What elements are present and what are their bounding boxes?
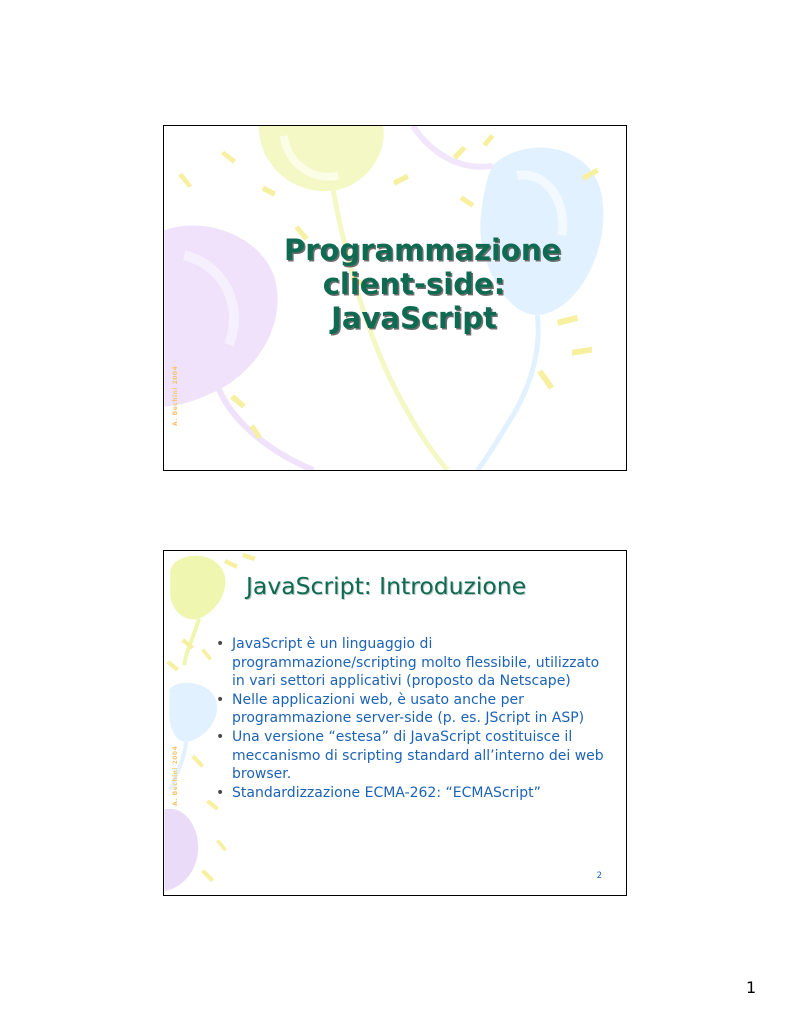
list-item: [216, 691, 616, 728]
slide-1: [163, 125, 627, 471]
author-watermark: A. Bechini 2004: [172, 745, 179, 806]
list-item: [216, 635, 616, 691]
slide-title: JavaScript: Introduzione: [246, 572, 527, 600]
title-line: Programmazione: [284, 233, 562, 267]
bullet-text: Standardizzazione ECMA-262: “ECMAScript”: [232, 784, 541, 801]
bullet-text: Nelle applicazioni web, è usato anche per programmazione server-side (p. es. JScript in ASP): [232, 691, 585, 727]
bullet-icon: •: [216, 636, 225, 652]
list-item: [216, 784, 616, 803]
slide-2: [163, 550, 627, 896]
bullet-text: Una versione “estesa” di JavaScript costituisce il meccanismo di scripting standard all’interno dei web browser.: [232, 728, 604, 783]
list-item: [216, 728, 616, 784]
slide-title: [284, 233, 562, 335]
title-line: JavaScript: [331, 301, 497, 335]
bullet-icon: •: [216, 728, 225, 745]
slide-number: 2: [596, 871, 602, 881]
bullet-text: JavaScript è un linguaggio di programmazione/scripting molto flessibile, utilizzato in vari settori applicativi (proposto da Netscape): [232, 636, 600, 690]
bullet-list: [216, 635, 616, 802]
bullet-icon: •: [216, 691, 225, 708]
page-number: 1: [746, 978, 757, 997]
author-watermark: A. Bechini 2004: [172, 365, 179, 426]
bullet-icon: •: [216, 784, 225, 801]
title-line: client-side:: [322, 267, 506, 301]
